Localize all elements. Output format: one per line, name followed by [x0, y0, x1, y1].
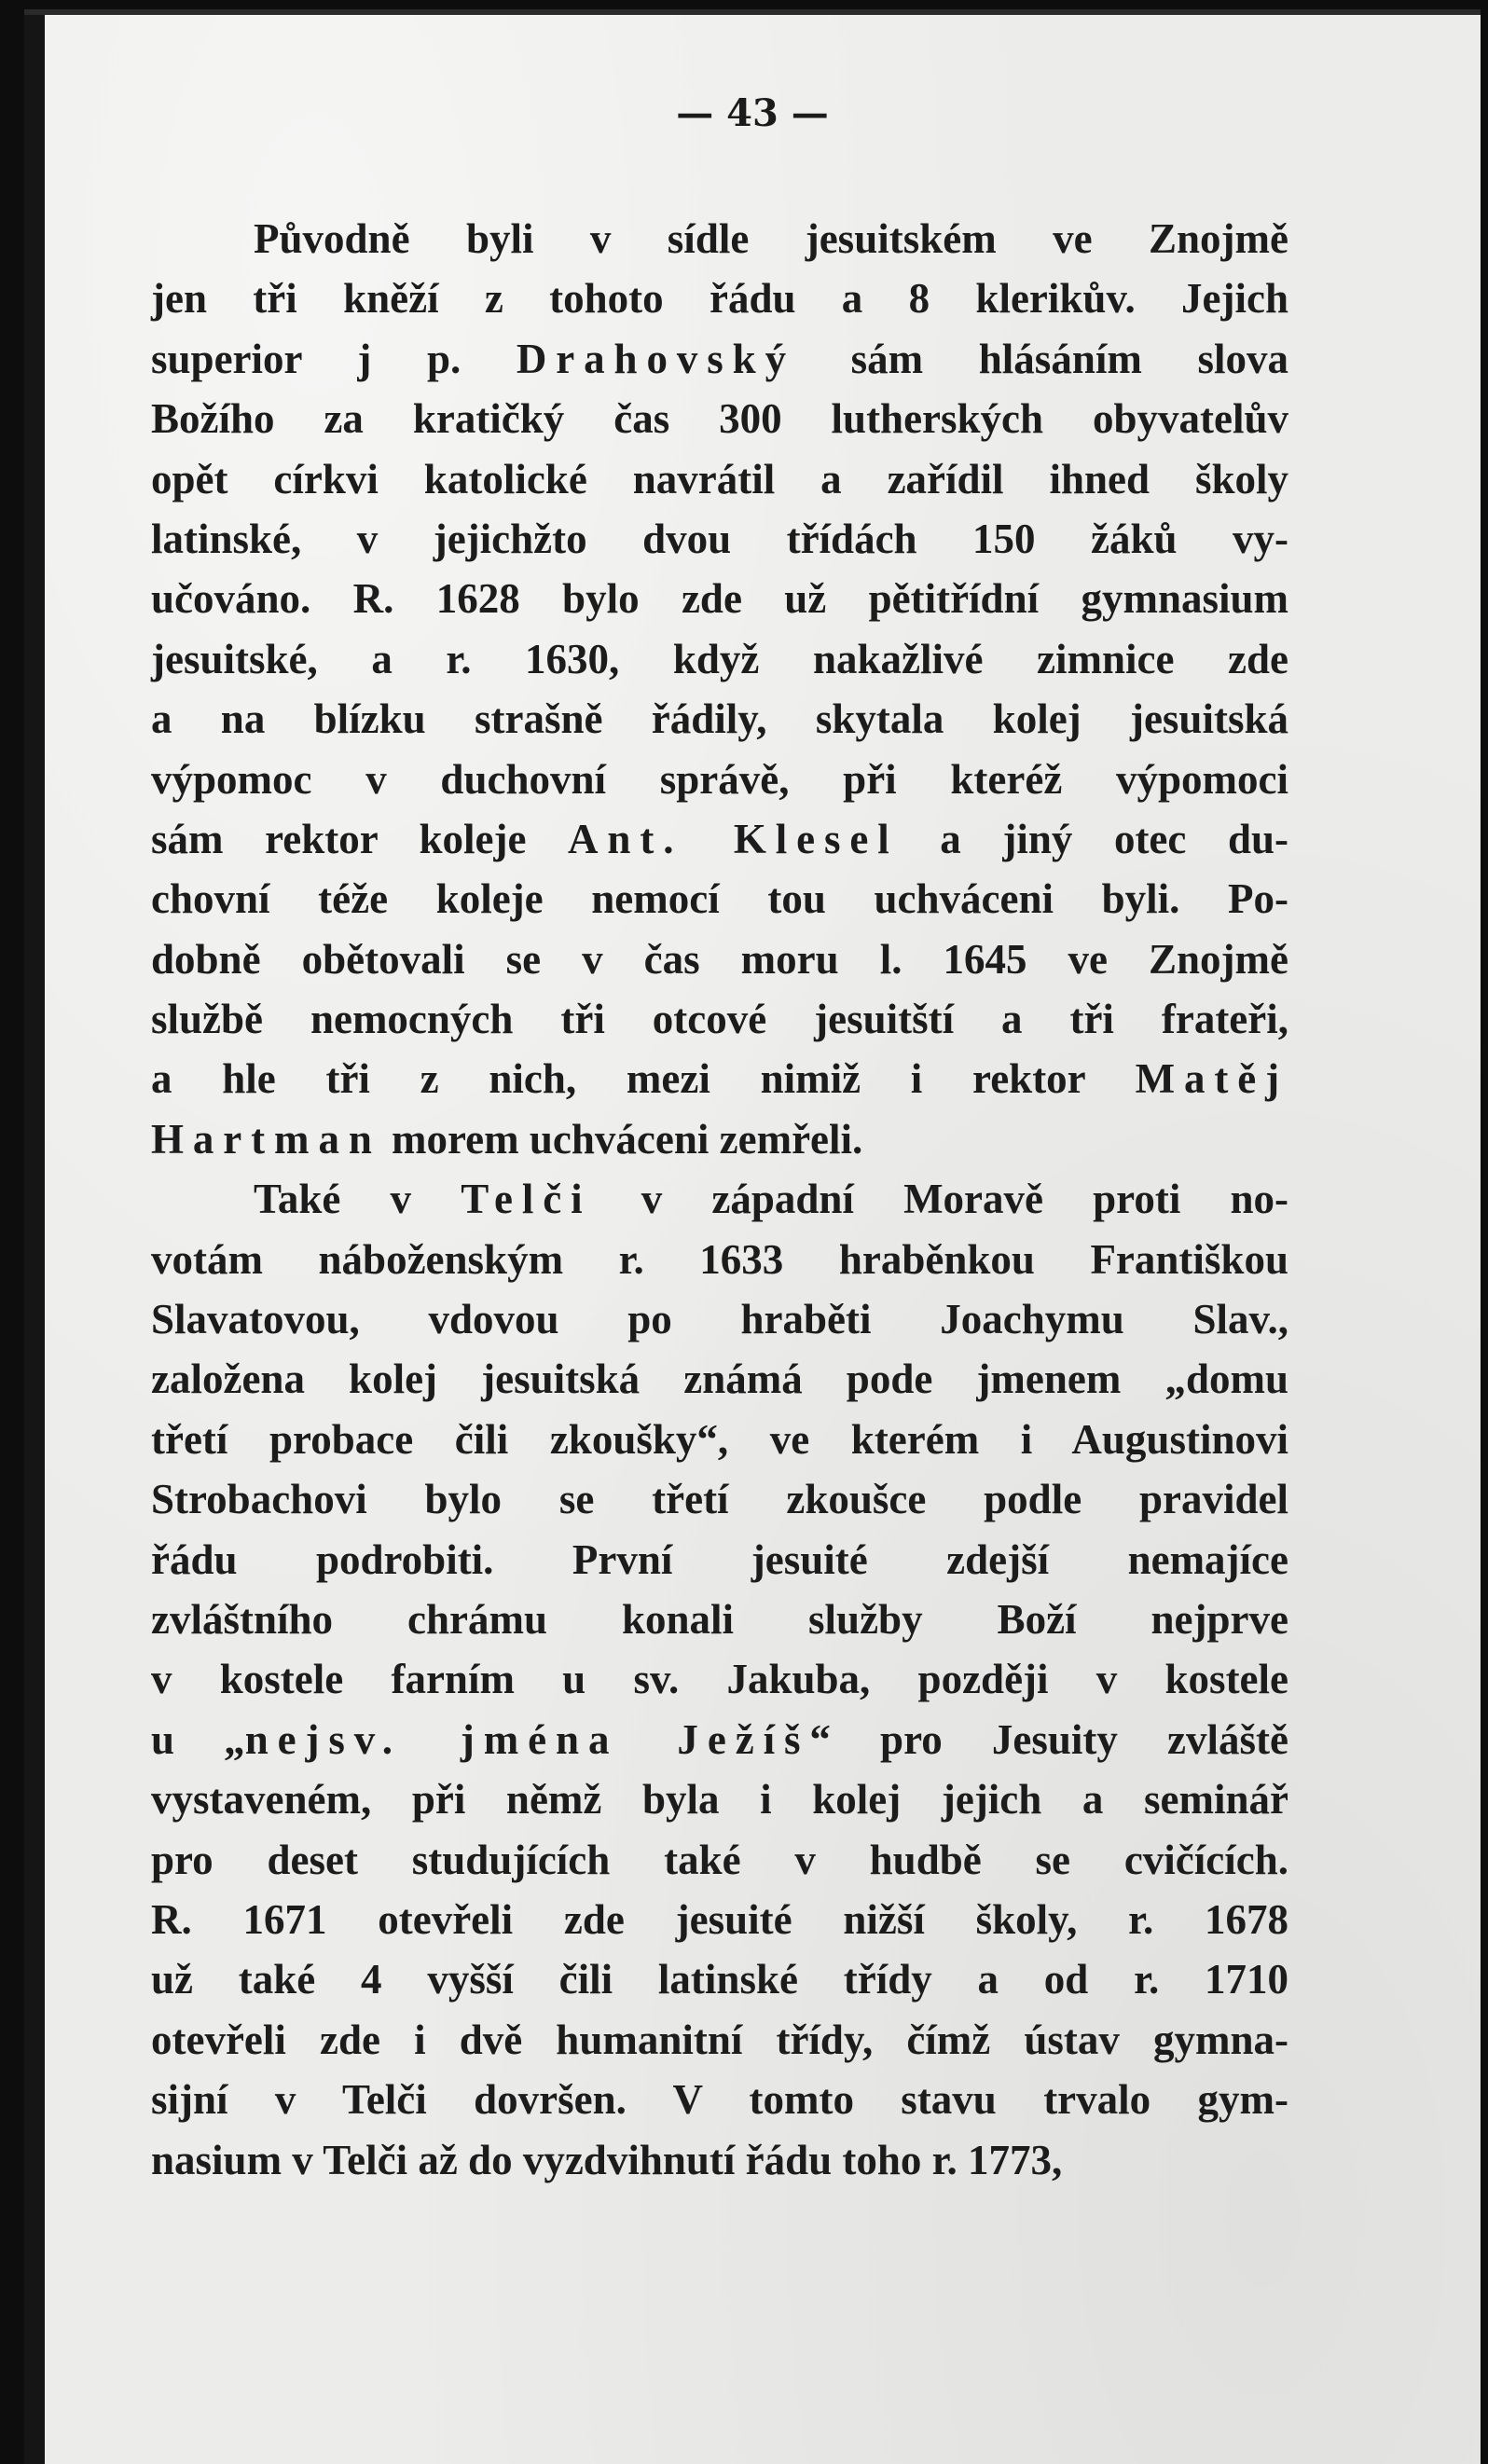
emphasized-name: Matěj [1135, 1055, 1288, 1103]
text-line [151, 1590, 1288, 1649]
text-segment: řádu podrobiti. První jesuité zdejší nemajíce [151, 1535, 1288, 1583]
text-segment: chovní téže koleje nemocí tou uchváceni byli. Po- [151, 875, 1288, 923]
text-segment: výpomoc v duchovní správě, při kteréž výpomoci [151, 755, 1288, 803]
text-segment: sijní v Telči dovršen. V tomto stavu trvalo gym- [151, 2076, 1288, 2124]
text-line [151, 989, 1288, 1049]
text-segment: a hle tři z nich, mezi nimiž i rektor [151, 1055, 1136, 1103]
text-segment: sám rektor koleje [151, 815, 568, 862]
text-segment: službě nemocných tři otcové jesuitští a tři frateři, [151, 996, 1288, 1043]
text-line [151, 2010, 1288, 2070]
text-line [151, 2070, 1288, 2129]
text-line [151, 1710, 1288, 1769]
text-line [151, 689, 1288, 749]
text-segment: dobně obětovali se v čas moru l. 1645 ve Znojmě [151, 935, 1288, 983]
text-segment: Původně byli v sídle jesuitském ve Znojmě [254, 215, 1288, 262]
text-segment: Také v [254, 1176, 462, 1223]
text-line [151, 869, 1288, 929]
text-segment: pro deset studujících také v hudbě se cvičících. [151, 1836, 1288, 1883]
text-line [151, 268, 1288, 328]
text-segment: morem uchváceni zemřeli. [380, 1115, 863, 1163]
text-line [151, 1949, 1288, 2009]
text-line [151, 1769, 1288, 1829]
text-segment: u „ [151, 1715, 245, 1763]
text-line [151, 1230, 1288, 1289]
text-line [151, 809, 1288, 869]
text-segment: Strobachovi bylo se třetí zkoušce podle pravidel [151, 1476, 1288, 1523]
book-page [24, 9, 1481, 2464]
text-line [151, 2130, 1288, 2190]
text-segment: nasium v Telči až do vyzdvihnutí řádu toho r. 1773, [151, 2136, 1063, 2183]
text-segment: učováno. R. 1628 bylo zde už pětitřídní gymnasium [151, 575, 1288, 623]
text-line [151, 1530, 1288, 1590]
emphasized-name: Hartman [151, 1115, 381, 1163]
text-line [151, 1049, 1288, 1108]
text-segment: založena kolej jesuitská známá pode jmenem „domu [151, 1356, 1288, 1403]
text-segment: R. 1671 otevřeli zde jesuité nižší školy, r. 1678 [151, 1895, 1288, 1943]
text-segment: Slavatovou, vdovou po hraběti Joachymu Slav., [151, 1296, 1288, 1343]
text-line [151, 329, 1288, 389]
text-segment: votám náboženským r. 1633 hraběnkou Františkou [151, 1235, 1288, 1283]
text-line [151, 1410, 1288, 1469]
text-segment: opět církvi katolické navrátil a zařídil ihned školy [151, 455, 1288, 502]
text-line [151, 389, 1288, 448]
text-line [151, 1109, 1288, 1169]
text-line [151, 1349, 1288, 1409]
text-line [151, 509, 1288, 569]
text-segment: Božího za kratičký čas 300 lutherských obyvatelův [151, 395, 1288, 443]
text-segment: zvláštního chrámu konali služby Boží nejprve [151, 1595, 1288, 1643]
text-line [151, 1830, 1288, 1890]
page-number: — 43 — [676, 91, 829, 135]
text-segment: “ pro Jesuity zvláště [809, 1715, 1289, 1763]
text-segment: vystaveném, při němž byla i kolej jejich a seminář [151, 1776, 1288, 1824]
emphasized-name: nejsv. jména Ježíš [244, 1715, 810, 1763]
text-line [151, 569, 1288, 628]
text-line [151, 449, 1288, 509]
emphasized-name: Ant. Klesel [568, 815, 899, 862]
page-binding-edge [24, 9, 45, 2464]
text-line [151, 629, 1288, 689]
text-segment: jesuitské, a r. 1630, když nakažlivé zimnice zde [151, 635, 1288, 682]
emphasized-name: Drahovský [516, 335, 795, 382]
text-line [151, 1289, 1288, 1349]
text-line [151, 1469, 1288, 1529]
text-line [151, 1649, 1288, 1709]
text-segment: třetí probace čili zkoušky“, ve kterém i Augustinovi [151, 1415, 1288, 1463]
text-segment: jen tři kněží z tohoto řádu a 8 klerikův. Jejich [151, 275, 1288, 323]
text-line [151, 1890, 1288, 1949]
text-segment: sám hlásáním slova [795, 335, 1288, 382]
emphasized-name: Telči [461, 1176, 592, 1223]
body-text [151, 209, 1288, 2190]
text-segment: a na blízku strašně řádily, skytala kolej jesuitská [151, 695, 1288, 743]
page-top-edge [24, 9, 1481, 15]
text-line [151, 750, 1288, 809]
text-segment: superior j p. [151, 335, 517, 382]
text-segment: otevřeli zde i dvě humanitní třídy, čímž ústav gymna- [151, 2016, 1288, 2063]
text-line [151, 929, 1288, 989]
text-segment: v kostele farním u sv. Jakuba, později v kostele [151, 1656, 1288, 1703]
text-segment: už také 4 vyšší čili latinské třídy a od r. 1710 [151, 1956, 1288, 2003]
text-segment: latinské, v jejichžto dvou třídách 150 žáků vy- [151, 515, 1288, 562]
text-segment: a jiný otec du- [898, 815, 1288, 862]
text-line [151, 1169, 1288, 1229]
text-line [151, 209, 1288, 268]
text-segment: v západní Moravě proti no- [591, 1176, 1288, 1223]
